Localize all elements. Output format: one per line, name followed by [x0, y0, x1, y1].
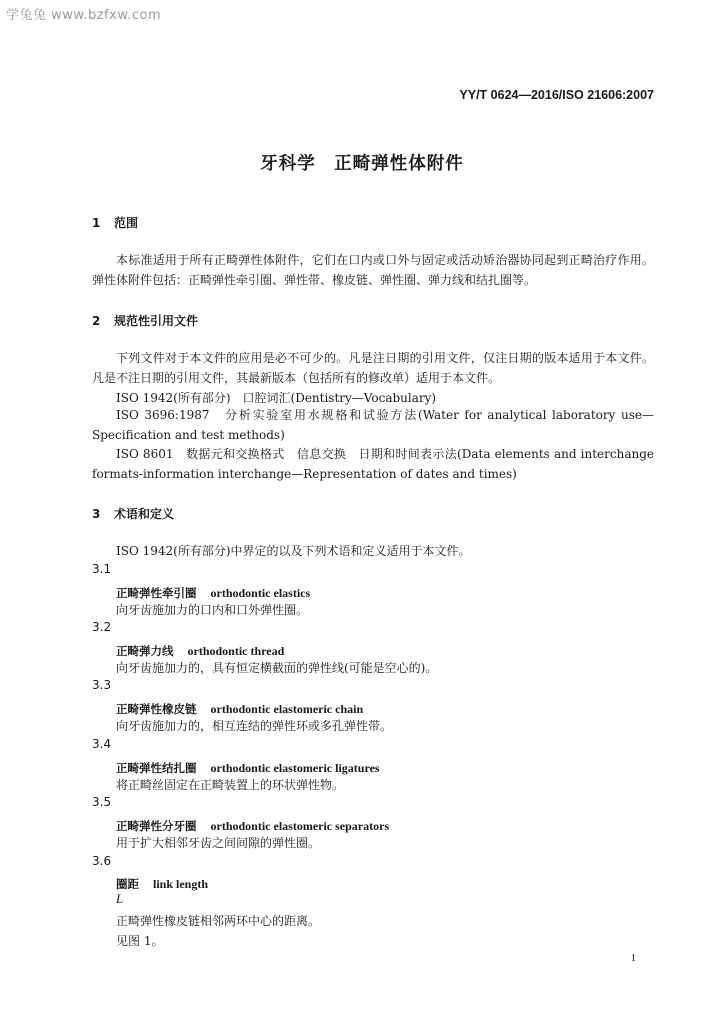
term-entry: [116, 873, 208, 892]
term-number: 3.4: [92, 737, 112, 751]
term-english: orthodontic elastics: [210, 586, 311, 600]
term-definition: 用于扩大相邻牙齿之间间隙的弹性圈。: [116, 836, 321, 850]
section-heading-terms: [92, 505, 174, 522]
reference-iso-1942: ISO 1942(所有部分) 口腔词汇(Dentistry—Vocabulary): [116, 391, 437, 405]
term-entry: [116, 815, 389, 834]
term-chinese: 正畸弹性结扎圈: [116, 761, 197, 775]
section-number: 2: [92, 314, 101, 328]
section-title: 范围: [114, 216, 139, 230]
term-entry: [116, 757, 380, 776]
term-symbol: L: [116, 891, 124, 906]
term-entry: [116, 582, 310, 601]
term-definition: 向牙齿施加力的，具有恒定横截面的弹性线(可能是空心的)。: [116, 661, 438, 675]
term-entry: [116, 640, 284, 659]
page-number: 1: [630, 952, 636, 964]
term-definition: 将正畸丝固定在正畸装置上的环状弹性物。: [116, 778, 345, 792]
scope-paragraph: 本标准适用于所有正畸弹性体附件，它们在口内或口外与固定或活动矫治器协同起到正畸治疗作用。弹性体附件包括：正畸弹性牵引圈、弹性带、橡皮链、弹性圈、弹力线和结扎圈等。: [92, 253, 654, 287]
references-intro: 下列文件对于本文件的应用是必不可少的。凡是注日期的引用文件，仅注日期的版本适用于本文件。凡是不注日期的引用文件，其最新版本（包括所有的修改单）适用于本文件。: [92, 351, 654, 385]
term-english: orthodontic elastomeric separators: [210, 819, 390, 833]
term-english: orthodontic thread: [187, 644, 285, 658]
term-chinese: 正畸弹力线: [116, 644, 174, 658]
term-definition: 向牙齿施加力的口内和口外弹性圈。: [116, 603, 309, 617]
section-title: 规范性引用文件: [114, 314, 199, 328]
term-chinese: 圈距: [116, 877, 139, 891]
section-title: 术语和定义: [114, 507, 175, 521]
section-number: 1: [92, 216, 101, 230]
term-entry: [116, 698, 363, 717]
term-definition: 向牙齿施加力的，相互连结的弹性环或多孔弹性带。: [116, 719, 393, 733]
term-chinese: 正畸弹性牵引圈: [116, 586, 197, 600]
term-number: 3.5: [92, 795, 112, 809]
document-title: 牙科学 正畸弹性体附件: [260, 154, 464, 174]
term-number: 3.1: [92, 562, 112, 576]
standard-code: YY/T 0624—2016/ISO 21606:2007: [459, 88, 654, 102]
term-chinese: 正畸弹性分牙圈: [116, 819, 197, 833]
section-heading-scope: [92, 214, 138, 231]
terms-intro: ISO 1942(所有部分)中界定的以及下列术语和定义适用于本文件。: [116, 544, 471, 558]
term-english: orthodontic elastomeric ligatures: [210, 761, 380, 775]
term-number: 3.3: [92, 678, 112, 692]
term-english: link length: [153, 877, 209, 891]
section-number: 3: [92, 507, 101, 521]
term-chinese: 正畸弹性橡皮链: [116, 702, 197, 716]
reference-iso-8601: ISO 8601 数据元和交换格式 信息交换 日期和时间表示法(Data elements and interchange formats-information interchange—Representation of dates and times): [92, 447, 654, 481]
term-number: 3.2: [92, 620, 112, 634]
term-number: 3.6: [92, 854, 112, 868]
reference-iso-3696: ISO 3696:1987 分析实验室用水规格和试验方法(Water for analytical laboratory use—Specification and test methods): [92, 408, 654, 442]
watermark: 学兔兔 www.bzfxw.com: [6, 8, 162, 23]
figure-reference-note: 见图 1。: [116, 934, 164, 948]
term-english: orthodontic elastomeric chain: [210, 702, 364, 716]
term-definition: 正畸弹性橡皮链相邻两环中心的距离。: [116, 914, 321, 928]
section-heading-normative-references: [92, 312, 198, 329]
